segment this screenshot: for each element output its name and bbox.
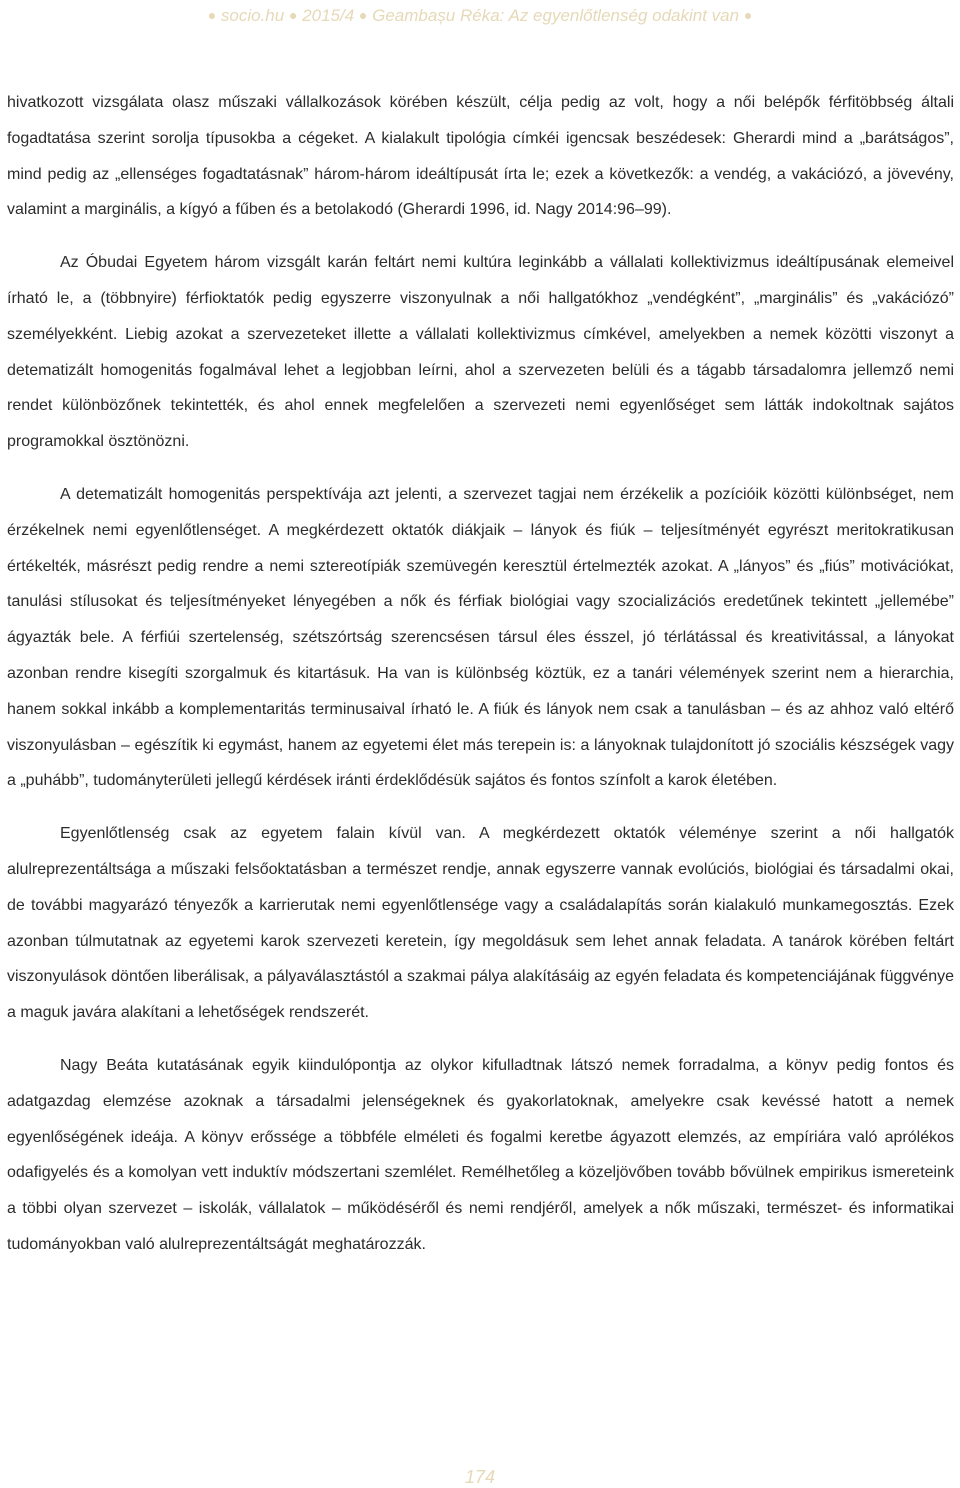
bullet-icon: ● [288,7,298,23]
paragraph-1: hivatkozott vizsgálata olasz műszaki vállalkozások körében készült, célja pedig az volt, hogy a női belépők férfitöbbség általi fogadtatása szerint sorolja típusokba a cégeket. A kialakult tipológia címkéi igencsak beszédesek: Gherardi mind a „barátságos”, mind pedig az „ellenséges fogadtatásnak” három-három ideáltípusát írta le; ezek a következők: a vendég, a vakációzó, a jövevény, valamint a marginális, a kígyó a fűben és a betolakodó (Gherardi 1996, id. Nagy 2014:96–99). [7,94,954,219]
paragraph-2: Az Óbudai Egyetem három vizsgált karán feltárt nemi kultúra leginkább a vállalati kollektivizmus ideáltípusának elemeivel írható le, a (többnyire) férfioktatók pedig egyszerre viszonyulnak a női hallgatókhoz „vendégként”, „marginális” és „vakációzó” személyekként. Liebig azokat a szervezeteket illette a vállalati kollektivizmus címkével, amelyekben a nemek közötti viszonyt a detematizált homogenitás fogalmával lehet a legjobban leírni, ahol a szervezeten belüli és a tágabb társadalomra jellemző nemi rendet különbözőnek tekintették, és ahol ennek megfelelően a szervezeti nemi egyenlőséget sem látták indokoltnak sajátos programokkal ösztönözni. [7,254,954,451]
paragraph-3: A detematizált homogenitás perspektívája azt jelenti, a szervezet tagjai nem érzékelik a pozícióik közötti különbséget, nem érzékelnek nemi egyenlőtlenséget. A megkérdezett oktatók diákjaik – lányok és fiúk – teljesítményét egyrészt meritokratikusan értékelték, másrészt pedig rendre a nemi sztereotípiák szemüvegén keresztül értelmezték azokat. A „lányos” és „fiús” motivációkat, tanulási stílusokat és teljesítményeket lényegében a nők és férfiak biológiai vagy szocializációs eredetűnek tekintett „jellemébe” ágyazták bele. A férfiúi szertelenség, szétszórtság szerencsésen társul éles ésszel, jó térlátással és kreativitással, a lányokat azonban rendre kisegíti szorgalmuk és kitartásuk. Ha van is különbség köztük, ez a tanári vélemények szerint nem a hierarchia, hanem sokkal inkább a komplementaritás terminusaival írható le. A fiúk és lányok nem csak a tanulásban – és az ahhoz való eltérő viszonyulásban – egészítik ki egymást, hanem az egyetemi élet más terepein is: a lányoknak tulajdonított jó szociális készségek vagy a „puhább”, tudományterületi jellegű kérdések iránti érdeklődésük sajátos és fontos színfolt a karok életében. [7,485,954,790]
header-site: socio.hu [220,6,285,25]
article-body [7,85,954,1280]
header-article-title: Geambașu Réka: Az egyenlőtlenség odakint van [372,6,740,25]
paragraph-4: Egyenlőtlenség csak az egyetem falain kívül van. A megkérdezett oktatók véleménye szerint a női hallgatók alulreprezentáltsága a műszaki felsőoktatásban a természet rendje, annak egyszerre vannak evolúciós, biológiai és társadalmi okai, de további magyarázó tényezők a karrierutak nemi egyenlőtlensége vagy a családalapítás során kialakuló munkamegosztás. Ezek azonban túlmutatnak az egyetemi karok szervezeti keretein, így megoldásuk sem lehet annak feladata. A tanárok körében feltárt viszonyulások döntően liberálisak, a pályaválasztástól a szakmai pálya alakításáig az egyén feladata és kompetenciájának függvénye a maguk javára alakítani a lehetőségek rendszerét. [7,825,954,1022]
running-header [0,6,960,26]
bullet-icon: ● [358,7,368,23]
paragraph-5: Nagy Beáta kutatásának egyik kiindulópontja az olykor kifulladtnak látszó nemek forradalma, a könyv pedig fontos és adatgazdag elemzése azoknak a társadalmi jelenségeknek és gyakorlatoknak, amelyekre csak kevéssé hatott a nemek egyenlőségének ideája. A könyv erőssége a többféle elméleti és fogalmi keretbe ágyazott elemzés, az empíriára való aprólékos odafigyelés és a komolyan vett induktív módszertani szemlélet. Remélhetőleg a közeljövőben tovább bővülnek empirikus ismereteink a többi olyan szervezet – iskolák, vállalatok – működéséről és nemi rendjéről, amelyek a nők műszaki, természet- és informatikai tudományokban való alulreprezentáltságát meghatározzák. [7,1056,954,1253]
header-issue: 2015/4 [302,6,355,25]
bullet-icon: ● [207,7,217,23]
bullet-icon: ● [743,7,753,23]
page-number: 174 [464,1467,496,1487]
